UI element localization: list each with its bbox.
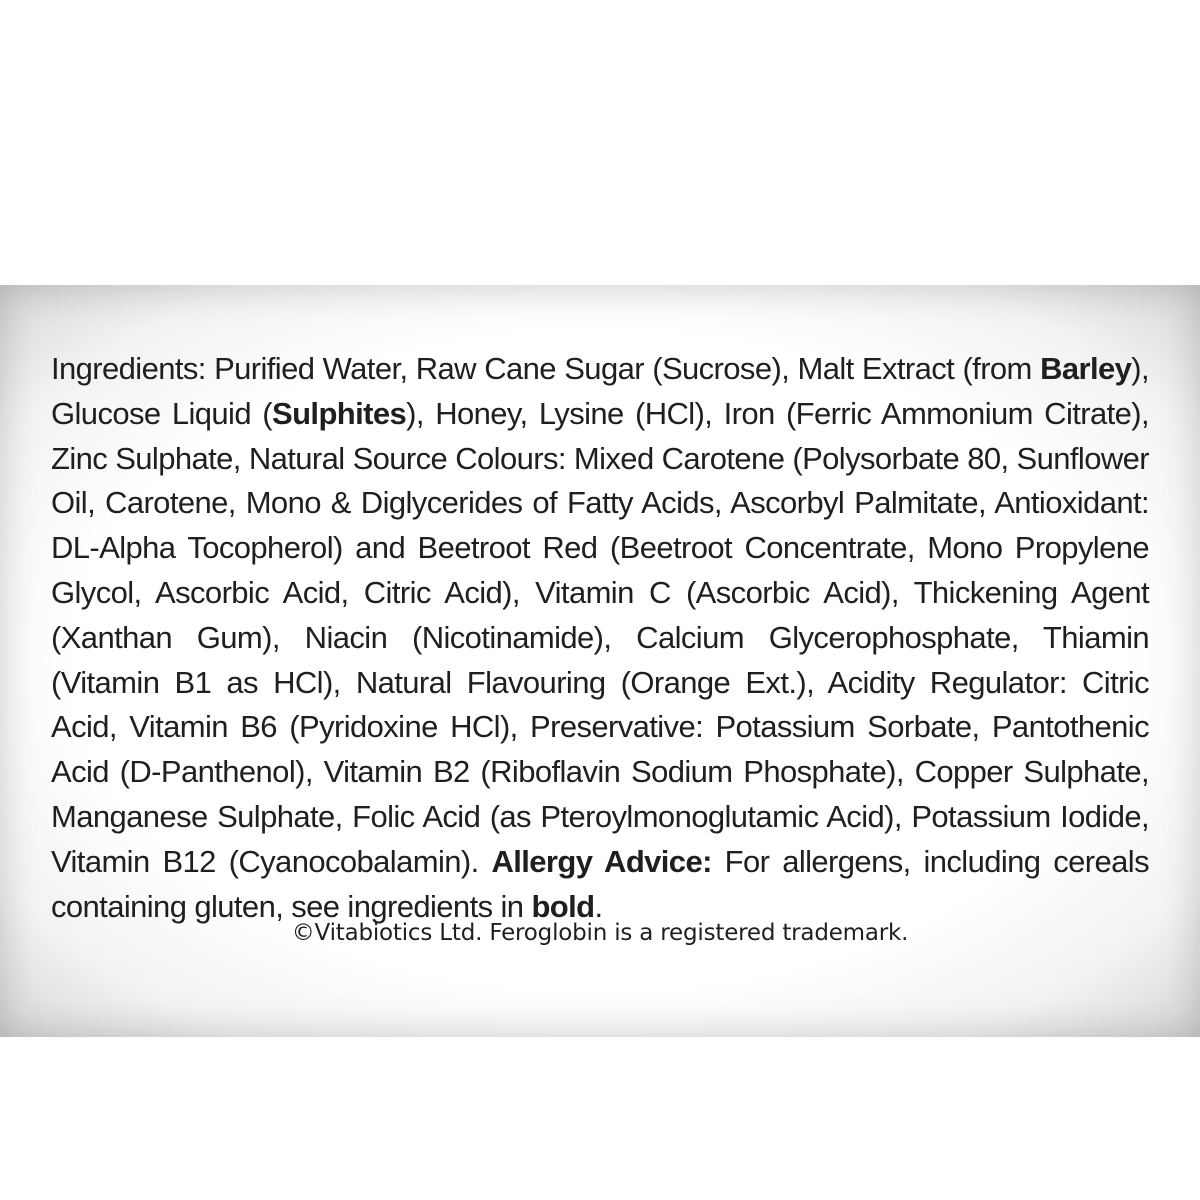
ingredients-text-part: ), Glucose Liquid ( [51,351,1149,431]
ingredients-text [51,347,1149,929]
bold-word: bold [531,888,595,924]
allergen-barley: Barley [1040,351,1132,386]
ingredients-text-part: . [594,888,603,924]
ingredients-text-part: ), Honey, Lysine (HCl), Iron (Ferric Ammonium Citrate), Zinc Sulphate, Natural Source Colours: Mixed Carotene (Polysorbate 80, Sunflower Oil, Carotene, Mono & Diglycerides of Fatty Acids, Ascorbyl Palmitate, Antioxidant: DL-Alpha Tocopherol) and Beetroot Red (Beetroot Concentrate, Mono Propylene Glycol, Ascorbic Acid, Citric Acid), Vitamin C (Ascorbic Acid), Thickening Agent (Xanthan Gum), Niacin (Nicotinamide), Calcium Glycerophosphate, Thiamin (Vitamin B1 as HCl), Natural Flavouring (Orange Ext.), Acidity Regulator: Citric Acid, Vitamin B6 (Pyridoxine HCl), Preservative: Potassium Sorbate, Pantothenic Acid (D-Panthenol), Vitamin B2 (Riboflavin Sodium Phosphate), Copper Sulphate, Manganese Sulphate, Folic Acid (as Pteroylmonoglutamic Acid), Potassium Iodide, Vitamin B12 (Cyanocobalamin). [51,395,1149,879]
ingredients-text-part: Ingredients: Purified Water, Raw Cane Sugar (Sucrose), Malt Extract (from [51,351,1041,386]
allergen-sulphites: Sulphites [272,395,407,431]
label-panel [0,285,1200,1037]
ingredients-text-part: For allergens, including cereals containing gluten, see ingredients in [51,843,1149,924]
allergy-advice-heading: Allergy Advice: [491,843,712,879]
copyright-notice: ©Vitabiotics Ltd. Feroglobin is a registered trademark. [291,920,909,946]
